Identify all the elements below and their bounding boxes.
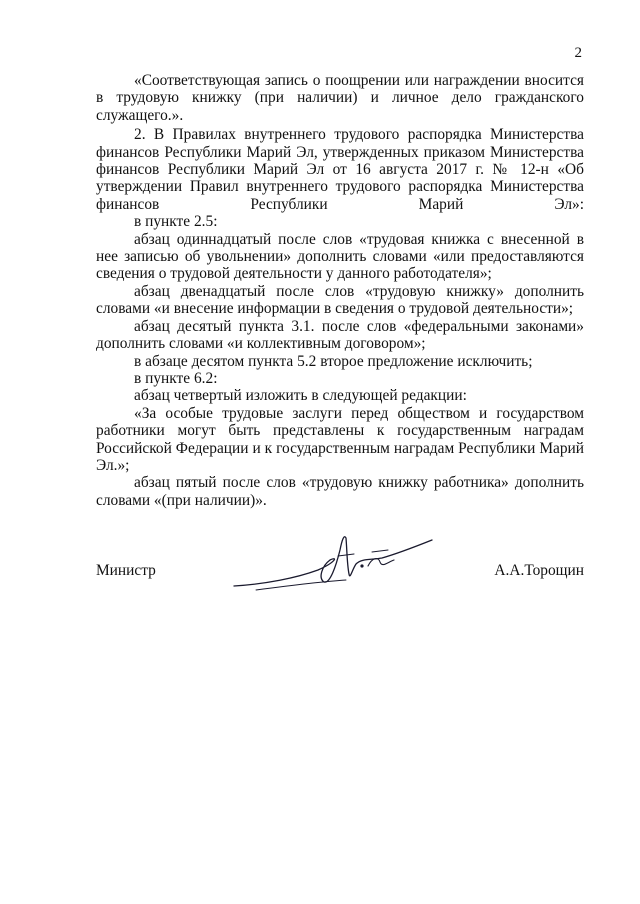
- document-body: [96, 72, 584, 509]
- paragraph-twelfth-abzac: абзац двенадцатый после слов «трудовую книжку» дополнить словами «и внесение информации в сведения о трудовой деятельности»;: [96, 282, 584, 318]
- paragraph-eleventh-abzac: абзац одиннадцатый после слов «трудовая книжка с внесенной в нее записью об увольнении» дополнить словами «или предоставляются сведения о трудовой деятельности у данного работодателя»;: [96, 230, 584, 283]
- signer-name: А.А.Торощин: [494, 562, 584, 579]
- paragraph-point-6-2: в пункте 6.2:: [134, 369, 218, 387]
- paragraph-awards-quote: «За особые трудовые заслуги перед обществом и государством работники могут быть представлены к государственным наградам Российской Федерации и к государственным наградам Республики Марий Эл.»;: [96, 404, 584, 474]
- paragraph-quote-record: «Соответствующая запись о поощрении или награждении вносится в трудовую книжку (при наличии) и личное дело гражданского служащего.».: [96, 72, 584, 124]
- paragraph-point-5-2: в абзаце десятом пункта 5.2 второе предложение исключить;: [134, 352, 533, 370]
- signature-block: [96, 562, 584, 586]
- page-number: 2: [574, 45, 582, 61]
- paragraph-fourth-abzac: абзац четвертый изложить в следующей редакции:: [134, 387, 467, 405]
- signer-title: Министр: [96, 562, 156, 579]
- paragraph-point-2-5: в пункте 2.5:: [134, 213, 218, 231]
- paragraph-point-3-1: абзац десятый пункта 3.1. после слов «федеральными законами» дополнить словами «и коллективным договором»;: [96, 317, 584, 353]
- paragraph-item-2: 2. В Правилах внутреннего трудового распорядка Министерства финансов Республики Марий Эл, утвержденных приказом Министерства финансов Республики Марий Эл от 16 августа 2017 г. № 12-н «Об утверждении Правил внутреннего трудового распорядка Министерства финансов Республики Марий Эл»:: [96, 126, 584, 213]
- paragraph-fifth-abzac: абзац пятый после слов «трудовую книжку работника» дополнить словами «(при наличии)».: [96, 474, 584, 509]
